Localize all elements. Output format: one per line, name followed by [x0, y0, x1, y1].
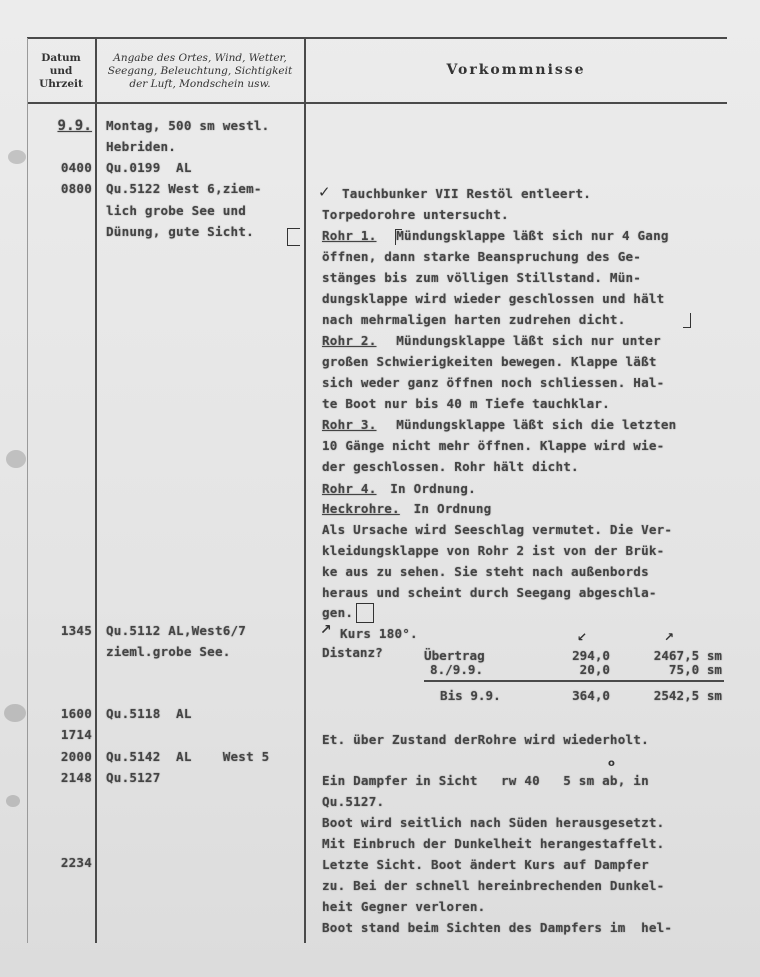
event-rohr1 — [322, 228, 669, 243]
distance-day-value: 20,0 — [579, 662, 610, 677]
time-2148: 2148 — [60, 770, 92, 785]
distance-carry-day: 294,0 — [572, 648, 610, 663]
time-0800: 0800 — [60, 181, 92, 196]
event-rohr2 — [322, 333, 661, 348]
event-line-22: Als Ursache wird Seeschlag vermutet. Die Ver- — [322, 522, 673, 537]
distance-sum-rule — [424, 680, 724, 682]
place-line-8: zieml.grobe See. — [106, 644, 231, 659]
arrow-up-icon: ↗ — [320, 622, 332, 638]
margin-smudge — [6, 795, 20, 807]
distance-carry-total: 2467,5 sm — [653, 648, 722, 663]
time-1345: 1345 — [60, 623, 92, 638]
bracket-mark-icon-3 — [683, 313, 691, 328]
rohr1-text: Mündungsklappe läßt sich nur 4 Gang — [388, 228, 669, 243]
event-line-5: öffnen, dann starke Beanspruchung des Ge- — [322, 249, 642, 264]
event-line-17: der geschlossen. Rohr hält dicht. — [322, 459, 579, 474]
event-line-11: großen Schwierigkeiten bewegen. Klappe läßt — [322, 354, 657, 369]
event-line-6: stänges bis zum völligen Stillstand. Mün- — [322, 270, 642, 285]
time-0400: 0400 — [60, 160, 92, 175]
event-line-36: Boot stand beim Sichten des Dampfers im hel- — [322, 920, 673, 935]
place-line-11: Qu.5127 — [106, 770, 161, 785]
place-line-2: Hebriden. — [106, 139, 177, 154]
bracket-mark-icon — [287, 228, 300, 246]
margin-smudge — [8, 150, 26, 164]
place-line-9: Qu.5118 AL — [106, 706, 192, 721]
header-location-line-1: Angabe des Ortes, Wind, Wetter, — [113, 52, 287, 64]
event-line-28: Et. über Zustand derRohre wird wiederholt. — [322, 732, 649, 747]
event-line-31: Boot wird seitlich nach Süden herausgesetzt. — [322, 815, 665, 830]
event-line-16: 10 Gänge nicht mehr öffnen. Klappe wird wie- — [322, 438, 665, 453]
heckrohre-text: In Ordnung — [405, 501, 492, 516]
event-line-35: heit Gegner verloren. — [322, 899, 486, 914]
rohr2-text: Mündungsklappe läßt sich nur unter — [388, 333, 661, 348]
event-line-2: Torpedorohre untersucht. — [322, 207, 509, 222]
degree-mark-icon: o — [608, 758, 615, 769]
event-line-25: heraus und scheint durch Seegang abgeschla- — [322, 585, 657, 600]
distance-day-total: 75,0 sm — [668, 662, 722, 677]
margin-smudge — [6, 450, 26, 468]
distance-sum-total: 2542,5 sm — [653, 688, 722, 703]
header-date-line: Datum — [41, 52, 81, 64]
heckrohre-label: Heckrohre. — [322, 501, 400, 516]
rohr1-label: Rohr 1. — [322, 228, 377, 243]
event-line-33: Letzte Sicht. Boot ändert Kurs auf Dampfer — [322, 857, 649, 872]
left-margin-line — [27, 38, 28, 943]
entry-date: 9.9. — [57, 118, 92, 134]
place-line-5: lich grobe See und — [106, 203, 247, 218]
arrow-down-icon: ↙ — [577, 630, 588, 644]
margin-smudge — [4, 704, 26, 722]
distance-label: Distanz? — [322, 645, 383, 660]
bracket-mark-icon-2 — [395, 229, 402, 245]
time-2000: 2000 — [60, 749, 92, 764]
distance-day-label: 8./9.9. — [430, 662, 484, 677]
event-line-30: Qu.5127. — [322, 794, 385, 809]
place-line-6: Dünung, gute Sicht. — [106, 224, 254, 239]
place-line-7: Qu.5112 AL,West6/7 — [106, 623, 247, 638]
event-line-34: zu. Bei der schnell hereinbrechenden Dunkel- — [322, 878, 665, 893]
event-line-32: Mit Einbruch der Dunkelheit herangestaffelt. — [322, 836, 665, 851]
event-line-7: dungsklappe wird wieder geschlossen und hält — [322, 291, 665, 306]
distance-carry-label: Übertrag — [424, 648, 485, 663]
event-rohr4 — [322, 481, 476, 496]
event-rohr3 — [322, 417, 676, 432]
event-line-26: gen. — [322, 605, 354, 620]
event-line-13: te Boot nur bis 40 m Tiefe tauchklar. — [322, 396, 610, 411]
rohr3-label: Rohr 3. — [322, 417, 377, 432]
square-mark-icon — [356, 603, 374, 623]
event-course: Kurs 180°. — [340, 626, 418, 641]
header-rule — [27, 102, 727, 104]
header-and-line: und — [49, 65, 73, 77]
column-divider-2 — [304, 38, 306, 943]
rohr4-text: In Ordnung. — [382, 481, 476, 496]
header-events: Vorkommnisse — [446, 62, 586, 78]
top-rule — [27, 37, 727, 39]
header-location-line-3: der Luft, Mondschein usw. — [129, 78, 271, 90]
event-line-8: nach mehrmaligen harten zudrehen dicht. — [322, 312, 626, 327]
header-location-line-2: Seegang, Beleuchtung, Sichtigkeit — [107, 65, 293, 77]
arrow-up-icon-2: ↗ — [664, 630, 675, 644]
event-line-1: Tauchbunker VII Restöl entleert. — [342, 186, 592, 201]
place-line-4: Qu.5122 West 6,ziem- — [106, 181, 262, 196]
rohr4-label: Rohr 4. — [322, 481, 377, 496]
event-line-24: ke aus zu sehen. Sie steht nach außenbords — [322, 564, 649, 579]
header-date-time — [30, 52, 92, 91]
checkmark-icon: ✓ — [318, 183, 331, 201]
rohr2-label: Rohr 2. — [322, 333, 377, 348]
header-location-weather — [98, 52, 302, 91]
event-heckrohre — [322, 501, 491, 516]
distance-sum-label: Bis 9.9. — [440, 688, 501, 703]
place-line-3: Qu.0199 AL — [106, 160, 192, 175]
event-line-23: kleidungsklappe von Rohr 2 ist von der Brük- — [322, 543, 665, 558]
place-line-10: Qu.5142 AL West 5 — [106, 749, 270, 764]
rohr3-text: Mündungsklappe läßt sich die letzten — [388, 417, 677, 432]
place-line-1: Montag, 500 sm westl. — [106, 118, 270, 133]
time-1600: 1600 — [60, 706, 92, 721]
time-1714: 1714 — [60, 727, 92, 742]
event-line-12: sich weder ganz öffnen noch schliessen. Hal- — [322, 375, 665, 390]
distance-sum-day: 364,0 — [572, 688, 610, 703]
event-line-29: Ein Dampfer in Sicht rw 40 5 sm ab, in — [322, 773, 649, 788]
header-time-line: Uhrzeit — [39, 78, 83, 90]
time-2234: 2234 — [60, 855, 92, 870]
